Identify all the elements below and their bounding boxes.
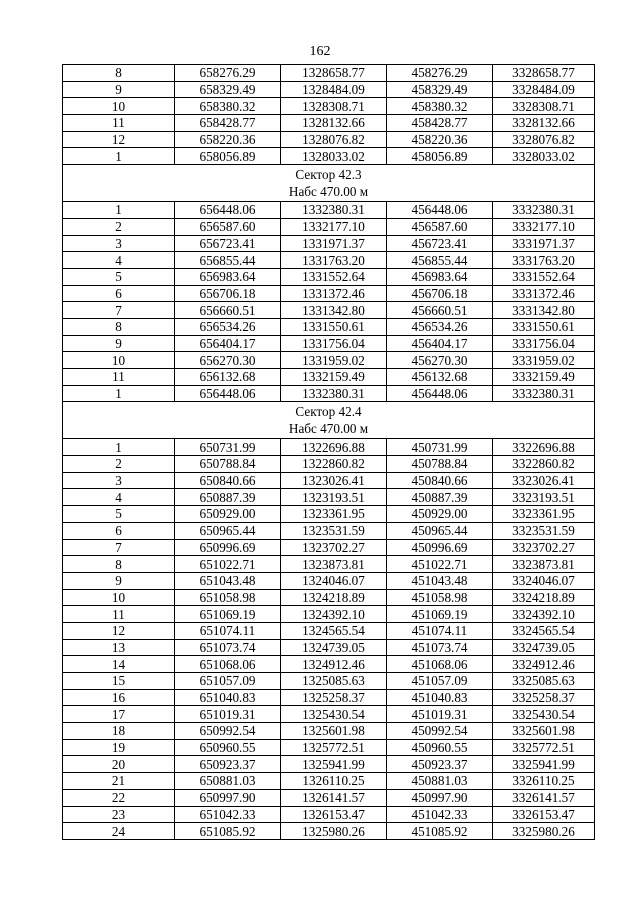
y-alt-coord-cell: 3325085.63 — [493, 673, 595, 690]
x-alt-coord-cell: 450887.39 — [387, 489, 493, 506]
point-number-cell: 15 — [63, 673, 175, 690]
y-alt-coord-cell: 3324046.07 — [493, 572, 595, 589]
x-coord-cell: 656404.17 — [175, 335, 281, 352]
y-coord-cell: 1323026.41 — [281, 472, 387, 489]
y-alt-coord-cell: 3323193.51 — [493, 489, 595, 506]
x-alt-coord-cell: 450965.44 — [387, 522, 493, 539]
y-coord-cell: 1332159.49 — [281, 369, 387, 386]
table-row — [63, 706, 595, 723]
y-coord-cell: 1323361.95 — [281, 506, 387, 523]
x-alt-coord-cell: 456983.64 — [387, 268, 493, 285]
table-row — [63, 756, 595, 773]
x-alt-coord-cell: 450731.99 — [387, 439, 493, 456]
point-number-cell: 9 — [63, 335, 175, 352]
x-alt-coord-cell: 456723.41 — [387, 235, 493, 252]
table-row — [63, 639, 595, 656]
y-coord-cell: 1331756.04 — [281, 335, 387, 352]
section-header-cell — [63, 402, 595, 439]
x-coord-cell: 651019.31 — [175, 706, 281, 723]
y-coord-cell: 1326153.47 — [281, 806, 387, 823]
x-coord-cell: 650788.84 — [175, 456, 281, 473]
y-alt-coord-cell: 3332380.31 — [493, 385, 595, 402]
table-row — [63, 352, 595, 369]
section-header-row — [63, 165, 595, 202]
x-coord-cell: 650929.00 — [175, 506, 281, 523]
y-alt-coord-cell: 3323361.95 — [493, 506, 595, 523]
table-row — [63, 556, 595, 573]
table-row — [63, 489, 595, 506]
x-alt-coord-cell: 456706.18 — [387, 285, 493, 302]
table-row — [63, 235, 595, 252]
y-alt-coord-cell: 3323702.27 — [493, 539, 595, 556]
y-alt-coord-cell: 3331372.46 — [493, 285, 595, 302]
y-coord-cell: 1328484.09 — [281, 81, 387, 98]
y-alt-coord-cell: 3331763.20 — [493, 252, 595, 269]
y-alt-coord-cell: 3328076.82 — [493, 131, 595, 148]
y-alt-coord-cell: 3331342.80 — [493, 302, 595, 319]
y-coord-cell: 1328033.02 — [281, 148, 387, 165]
table-row — [63, 572, 595, 589]
x-alt-coord-cell: 451042.33 — [387, 806, 493, 823]
y-coord-cell: 1331971.37 — [281, 235, 387, 252]
x-alt-coord-cell: 456448.06 — [387, 385, 493, 402]
y-coord-cell: 1331552.64 — [281, 268, 387, 285]
y-alt-coord-cell: 3322696.88 — [493, 439, 595, 456]
x-coord-cell: 656660.51 — [175, 302, 281, 319]
point-number-cell: 3 — [63, 472, 175, 489]
y-alt-coord-cell: 3331971.37 — [493, 235, 595, 252]
x-coord-cell: 651085.92 — [175, 823, 281, 840]
point-number-cell: 11 — [63, 115, 175, 132]
section-elevation: Набс 470.00 м — [288, 421, 369, 437]
table-row — [63, 65, 595, 82]
y-coord-cell: 1324739.05 — [281, 639, 387, 656]
x-coord-cell: 650731.99 — [175, 439, 281, 456]
point-number-cell: 1 — [63, 439, 175, 456]
x-alt-coord-cell: 456132.68 — [387, 369, 493, 386]
table-row — [63, 218, 595, 235]
y-coord-cell: 1328076.82 — [281, 131, 387, 148]
y-coord-cell: 1325980.26 — [281, 823, 387, 840]
y-alt-coord-cell: 3328658.77 — [493, 65, 595, 82]
x-coord-cell: 650881.03 — [175, 773, 281, 790]
coordinates-table-body — [63, 65, 595, 840]
x-coord-cell: 650960.55 — [175, 739, 281, 756]
y-alt-coord-cell: 3328132.66 — [493, 115, 595, 132]
table-row — [63, 439, 595, 456]
y-alt-coord-cell: 3323531.59 — [493, 522, 595, 539]
section-header-row — [63, 402, 595, 439]
x-alt-coord-cell: 451085.92 — [387, 823, 493, 840]
y-alt-coord-cell: 3331959.02 — [493, 352, 595, 369]
x-coord-cell: 658380.32 — [175, 98, 281, 115]
x-coord-cell: 650992.54 — [175, 723, 281, 740]
y-coord-cell: 1322696.88 — [281, 439, 387, 456]
table-row — [63, 302, 595, 319]
table-row — [63, 202, 595, 219]
table-row — [63, 285, 595, 302]
x-coord-cell: 651043.48 — [175, 572, 281, 589]
x-alt-coord-cell: 456660.51 — [387, 302, 493, 319]
x-coord-cell: 651074.11 — [175, 622, 281, 639]
point-number-cell: 10 — [63, 352, 175, 369]
x-alt-coord-cell: 451058.98 — [387, 589, 493, 606]
y-coord-cell: 1331372.46 — [281, 285, 387, 302]
y-coord-cell: 1323702.27 — [281, 539, 387, 556]
x-alt-coord-cell: 451019.31 — [387, 706, 493, 723]
y-coord-cell: 1328658.77 — [281, 65, 387, 82]
y-alt-coord-cell: 3322860.82 — [493, 456, 595, 473]
y-coord-cell: 1331550.61 — [281, 318, 387, 335]
x-alt-coord-cell: 450960.55 — [387, 739, 493, 756]
y-coord-cell: 1326141.57 — [281, 789, 387, 806]
x-alt-coord-cell: 451022.71 — [387, 556, 493, 573]
table-row — [63, 335, 595, 352]
point-number-cell: 11 — [63, 369, 175, 386]
y-coord-cell: 1332177.10 — [281, 218, 387, 235]
y-coord-cell: 1331342.80 — [281, 302, 387, 319]
table-row — [63, 268, 595, 285]
y-coord-cell: 1323873.81 — [281, 556, 387, 573]
y-alt-coord-cell: 3332159.49 — [493, 369, 595, 386]
y-alt-coord-cell: 3324218.89 — [493, 589, 595, 606]
y-coord-cell: 1331763.20 — [281, 252, 387, 269]
y-alt-coord-cell: 3325430.54 — [493, 706, 595, 723]
x-alt-coord-cell: 450788.84 — [387, 456, 493, 473]
table-row — [63, 673, 595, 690]
x-coord-cell: 656723.41 — [175, 235, 281, 252]
point-number-cell: 8 — [63, 556, 175, 573]
x-alt-coord-cell: 456404.17 — [387, 335, 493, 352]
point-number-cell: 23 — [63, 806, 175, 823]
x-coord-cell: 651073.74 — [175, 639, 281, 656]
x-alt-coord-cell: 450840.66 — [387, 472, 493, 489]
point-number-cell: 4 — [63, 489, 175, 506]
x-coord-cell: 656132.68 — [175, 369, 281, 386]
point-number-cell: 10 — [63, 589, 175, 606]
table-row — [63, 385, 595, 402]
point-number-cell: 1 — [63, 202, 175, 219]
x-coord-cell: 651069.19 — [175, 606, 281, 623]
y-coord-cell: 1324565.54 — [281, 622, 387, 639]
point-number-cell: 7 — [63, 539, 175, 556]
table-row — [63, 131, 595, 148]
y-alt-coord-cell: 3324912.46 — [493, 656, 595, 673]
table-row — [63, 369, 595, 386]
x-alt-coord-cell: 450992.54 — [387, 723, 493, 740]
y-coord-cell: 1332380.31 — [281, 202, 387, 219]
x-coord-cell: 650840.66 — [175, 472, 281, 489]
table-row — [63, 148, 595, 165]
y-alt-coord-cell: 3323026.41 — [493, 472, 595, 489]
x-coord-cell: 651040.83 — [175, 689, 281, 706]
x-alt-coord-cell: 450997.90 — [387, 789, 493, 806]
y-alt-coord-cell: 3331756.04 — [493, 335, 595, 352]
x-coord-cell: 658220.36 — [175, 131, 281, 148]
y-alt-coord-cell: 3324565.54 — [493, 622, 595, 639]
point-number-cell: 6 — [63, 285, 175, 302]
table-row — [63, 539, 595, 556]
x-coord-cell: 656448.06 — [175, 202, 281, 219]
point-number-cell: 8 — [63, 65, 175, 82]
x-coord-cell: 651022.71 — [175, 556, 281, 573]
x-coord-cell: 656534.26 — [175, 318, 281, 335]
point-number-cell: 17 — [63, 706, 175, 723]
y-alt-coord-cell: 3325941.99 — [493, 756, 595, 773]
point-number-cell: 9 — [63, 572, 175, 589]
y-alt-coord-cell: 3325772.51 — [493, 739, 595, 756]
coordinates-table — [62, 64, 595, 840]
y-alt-coord-cell: 3328308.71 — [493, 98, 595, 115]
table-row — [63, 789, 595, 806]
y-coord-cell: 1325430.54 — [281, 706, 387, 723]
x-coord-cell: 656855.44 — [175, 252, 281, 269]
table-row — [63, 823, 595, 840]
x-alt-coord-cell: 456534.26 — [387, 318, 493, 335]
x-alt-coord-cell: 450996.69 — [387, 539, 493, 556]
section-title: Сектор 42.3 — [295, 167, 362, 183]
table-row — [63, 589, 595, 606]
table-row — [63, 318, 595, 335]
section-elevation: Набс 470.00 м — [288, 184, 369, 200]
point-number-cell: 12 — [63, 622, 175, 639]
table-row — [63, 806, 595, 823]
table-row — [63, 606, 595, 623]
y-coord-cell: 1324218.89 — [281, 589, 387, 606]
x-coord-cell: 650996.69 — [175, 539, 281, 556]
x-coord-cell: 656448.06 — [175, 385, 281, 402]
table-row — [63, 739, 595, 756]
x-alt-coord-cell: 451069.19 — [387, 606, 493, 623]
y-alt-coord-cell: 3328484.09 — [493, 81, 595, 98]
x-coord-cell: 650923.37 — [175, 756, 281, 773]
y-alt-coord-cell: 3326153.47 — [493, 806, 595, 823]
y-alt-coord-cell: 3323873.81 — [493, 556, 595, 573]
x-alt-coord-cell: 458329.49 — [387, 81, 493, 98]
table-row — [63, 689, 595, 706]
table-row — [63, 506, 595, 523]
point-number-cell: 21 — [63, 773, 175, 790]
page-number: 162 — [309, 44, 331, 59]
x-alt-coord-cell: 456855.44 — [387, 252, 493, 269]
x-coord-cell: 651058.98 — [175, 589, 281, 606]
table-row — [63, 472, 595, 489]
point-number-cell: 10 — [63, 98, 175, 115]
point-number-cell: 1 — [63, 385, 175, 402]
point-number-cell: 4 — [63, 252, 175, 269]
y-coord-cell: 1324392.10 — [281, 606, 387, 623]
table-row — [63, 456, 595, 473]
table-row — [63, 522, 595, 539]
y-coord-cell: 1324046.07 — [281, 572, 387, 589]
section-header-cell — [63, 165, 595, 202]
point-number-cell: 5 — [63, 268, 175, 285]
x-coord-cell: 658329.49 — [175, 81, 281, 98]
x-coord-cell: 656706.18 — [175, 285, 281, 302]
point-number-cell: 20 — [63, 756, 175, 773]
y-coord-cell: 1328308.71 — [281, 98, 387, 115]
table-row — [63, 656, 595, 673]
x-coord-cell: 658276.29 — [175, 65, 281, 82]
table-row — [63, 773, 595, 790]
y-alt-coord-cell: 3331552.64 — [493, 268, 595, 285]
x-coord-cell: 656270.30 — [175, 352, 281, 369]
table-row — [63, 98, 595, 115]
x-coord-cell: 650965.44 — [175, 522, 281, 539]
point-number-cell: 3 — [63, 235, 175, 252]
y-alt-coord-cell: 3325258.37 — [493, 689, 595, 706]
y-coord-cell: 1324912.46 — [281, 656, 387, 673]
x-coord-cell: 658056.89 — [175, 148, 281, 165]
section-title: Сектор 42.4 — [295, 404, 362, 420]
point-number-cell: 18 — [63, 723, 175, 740]
point-number-cell: 7 — [63, 302, 175, 319]
y-alt-coord-cell: 3324392.10 — [493, 606, 595, 623]
x-alt-coord-cell: 451074.11 — [387, 622, 493, 639]
point-number-cell: 6 — [63, 522, 175, 539]
point-number-cell: 9 — [63, 81, 175, 98]
point-number-cell: 13 — [63, 639, 175, 656]
x-coord-cell: 651068.06 — [175, 656, 281, 673]
x-alt-coord-cell: 456587.60 — [387, 218, 493, 235]
x-coord-cell: 650997.90 — [175, 789, 281, 806]
x-alt-coord-cell: 458380.32 — [387, 98, 493, 115]
point-number-cell: 5 — [63, 506, 175, 523]
point-number-cell: 22 — [63, 789, 175, 806]
y-coord-cell: 1325941.99 — [281, 756, 387, 773]
y-coord-cell: 1323193.51 — [281, 489, 387, 506]
y-alt-coord-cell: 3332380.31 — [493, 202, 595, 219]
x-alt-coord-cell: 458056.89 — [387, 148, 493, 165]
y-coord-cell: 1328132.66 — [281, 115, 387, 132]
point-number-cell: 24 — [63, 823, 175, 840]
x-alt-coord-cell: 456448.06 — [387, 202, 493, 219]
table-row — [63, 81, 595, 98]
point-number-cell: 12 — [63, 131, 175, 148]
point-number-cell: 16 — [63, 689, 175, 706]
point-number-cell: 2 — [63, 218, 175, 235]
x-alt-coord-cell: 458220.36 — [387, 131, 493, 148]
y-alt-coord-cell: 3331550.61 — [493, 318, 595, 335]
x-coord-cell: 656983.64 — [175, 268, 281, 285]
x-alt-coord-cell: 450881.03 — [387, 773, 493, 790]
x-alt-coord-cell: 451073.74 — [387, 639, 493, 656]
y-alt-coord-cell: 3326110.25 — [493, 773, 595, 790]
y-coord-cell: 1331959.02 — [281, 352, 387, 369]
x-alt-coord-cell: 451043.48 — [387, 572, 493, 589]
table-row — [63, 723, 595, 740]
y-coord-cell: 1323531.59 — [281, 522, 387, 539]
y-alt-coord-cell: 3328033.02 — [493, 148, 595, 165]
y-coord-cell: 1322860.82 — [281, 456, 387, 473]
y-coord-cell: 1325772.51 — [281, 739, 387, 756]
x-alt-coord-cell: 451040.83 — [387, 689, 493, 706]
x-alt-coord-cell: 450929.00 — [387, 506, 493, 523]
x-alt-coord-cell: 451068.06 — [387, 656, 493, 673]
x-alt-coord-cell: 458276.29 — [387, 65, 493, 82]
x-alt-coord-cell: 458428.77 — [387, 115, 493, 132]
y-coord-cell: 1326110.25 — [281, 773, 387, 790]
y-coord-cell: 1332380.31 — [281, 385, 387, 402]
x-alt-coord-cell: 450923.37 — [387, 756, 493, 773]
y-alt-coord-cell: 3324739.05 — [493, 639, 595, 656]
x-coord-cell: 650887.39 — [175, 489, 281, 506]
point-number-cell: 19 — [63, 739, 175, 756]
point-number-cell: 1 — [63, 148, 175, 165]
y-alt-coord-cell: 3325980.26 — [493, 823, 595, 840]
y-alt-coord-cell: 3325601.98 — [493, 723, 595, 740]
point-number-cell: 2 — [63, 456, 175, 473]
y-coord-cell: 1325601.98 — [281, 723, 387, 740]
table-row — [63, 622, 595, 639]
x-alt-coord-cell: 451057.09 — [387, 673, 493, 690]
x-coord-cell: 651042.33 — [175, 806, 281, 823]
x-coord-cell: 656587.60 — [175, 218, 281, 235]
y-coord-cell: 1325258.37 — [281, 689, 387, 706]
point-number-cell: 8 — [63, 318, 175, 335]
x-alt-coord-cell: 456270.30 — [387, 352, 493, 369]
y-alt-coord-cell: 3326141.57 — [493, 789, 595, 806]
table-row — [63, 252, 595, 269]
x-coord-cell: 651057.09 — [175, 673, 281, 690]
table-row — [63, 115, 595, 132]
y-alt-coord-cell: 3332177.10 — [493, 218, 595, 235]
point-number-cell: 14 — [63, 656, 175, 673]
point-number-cell: 11 — [63, 606, 175, 623]
y-coord-cell: 1325085.63 — [281, 673, 387, 690]
x-coord-cell: 658428.77 — [175, 115, 281, 132]
